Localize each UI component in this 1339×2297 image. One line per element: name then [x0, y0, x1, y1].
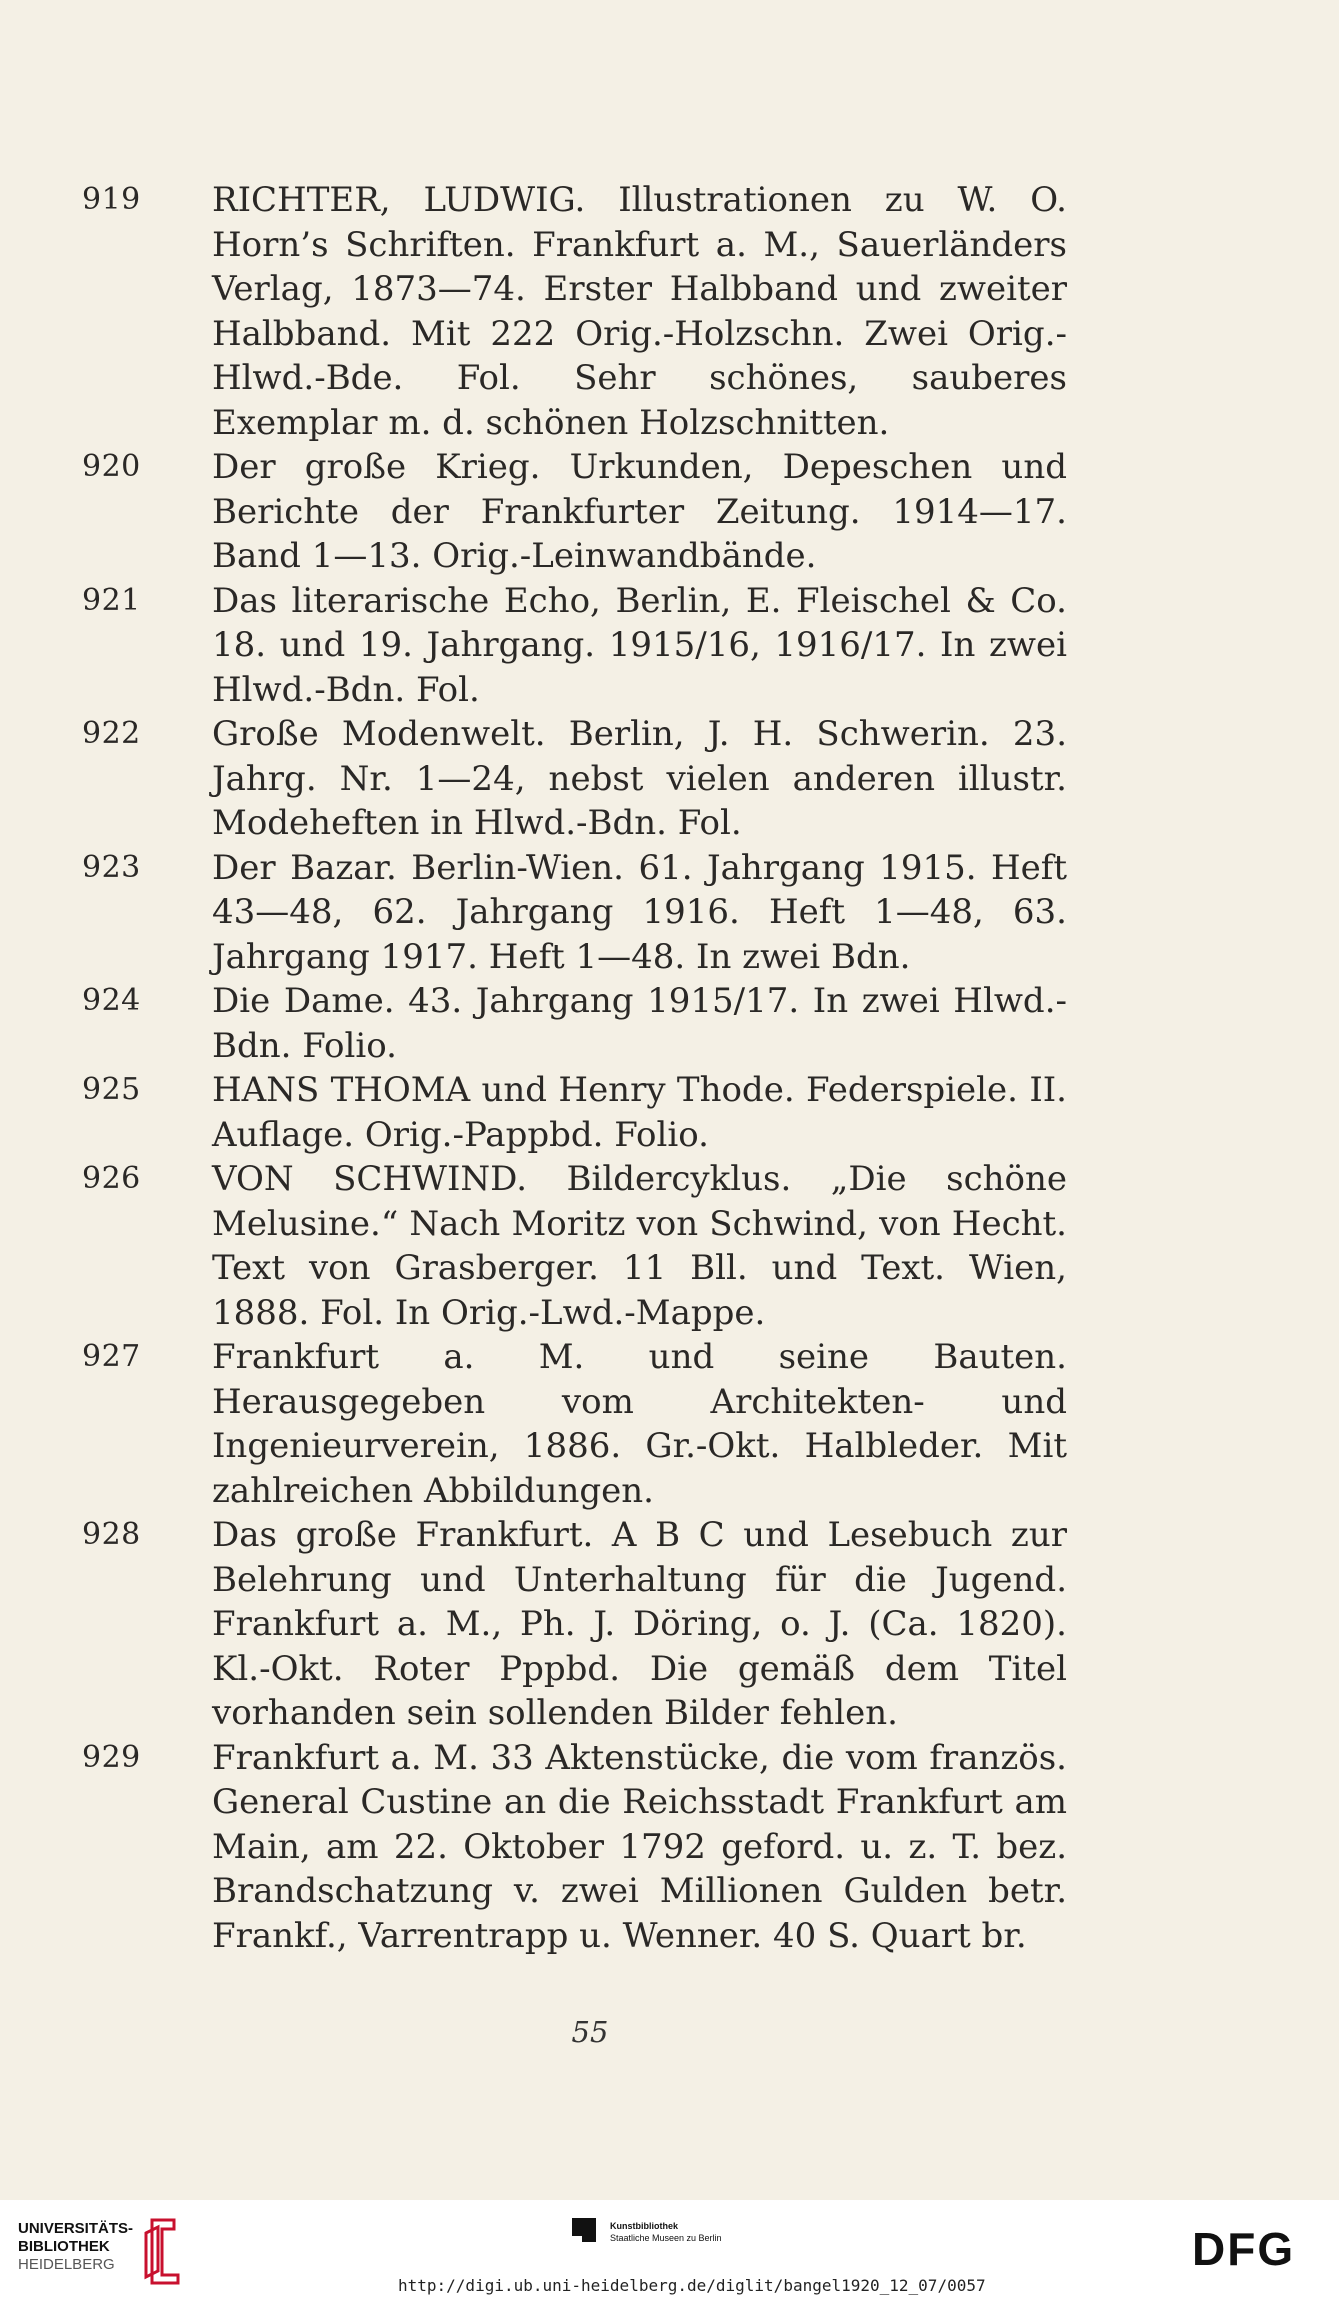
catalog-entry — [82, 979, 1067, 1068]
entry-number: 921 — [82, 582, 141, 618]
entry-number: 919 — [82, 182, 141, 217]
entry-text: Frankfurt a. M. und seine Bauten. Herausgegeben vom Architekten- und Ingenieurverein, 1886. Gr.-Okt. Halbleder. Mit zahlreichen Abbildungen. — [212, 1337, 1067, 1511]
university-line-2: BIBLIOTHEK — [18, 2238, 110, 2255]
university-line-3: HEIDELBERG — [18, 2256, 115, 2273]
catalog-entry — [82, 579, 1067, 713]
catalog-entry — [82, 1736, 1067, 1959]
catalog-entry — [82, 846, 1067, 980]
catalog-entry — [82, 1513, 1067, 1736]
digitization-footer — [0, 2200, 1339, 2297]
entry-text: RICHTER, LUDWIG. Illustrationen zu W. O. Horn’s Schriften. Frankfurt a. M., Sauerländers Verlag, 1873—74. Erster Halbband und zweiter Halbband. Mit 222 Orig.-Holzschn. Zwei Orig.-Hlwd.-Bde. Fol. Sehr schönes, sauberes Exemplar m. d. schönen Holzschnitten. — [212, 180, 1067, 443]
entry-number: 924 — [82, 983, 141, 1018]
kunstbibliothek-title: Kunstbibliothek — [610, 2221, 678, 2231]
entry-text: Große Modenwelt. Berlin, J. H. Schwerin. 23. Jahrg. Nr. 1—24, nebst vielen anderen illustr. Modeheften in Hlwd.-Bdn. Fol. — [212, 714, 1067, 843]
entry-text: VON SCHWIND. Bildercyklus. „Die schöne Melusine.“ Nach Moritz von Schwind, von Hecht. Text von Grasberger. 11 Bll. und Text. Wien, 1888. Fol. In Orig.-Lwd.-Mappe. — [212, 1159, 1067, 1333]
university-line-1: UNIVERSITÄTS- — [18, 2220, 134, 2237]
entry-number: 927 — [82, 1339, 141, 1374]
entry-number: 923 — [82, 849, 141, 885]
page-number: 55 — [571, 2015, 609, 2049]
entry-number: 929 — [82, 1739, 141, 1775]
catalog-entry — [82, 1335, 1067, 1513]
entry-text: Frankfurt a. M. 33 Aktenstücke, die vom französ. General Custine an die Reichsstadt Frankfurt am Main, am 22. Oktober 1792 geford. u. z. T. bez. Brandschatzung v. zwei Millionen Gulden betr. Frankf., Varrentrapp u. Wenner. 40 S. Quart br. — [212, 1737, 1067, 1956]
catalog-entries — [82, 178, 1067, 1958]
kunstbibliothek-logo-icon — [572, 2218, 602, 2258]
entry-text: Der Bazar. Berlin-Wien. 61. Jahrgang 1915. Heft 43—48, 62. Jahrgang 1916. Heft 1—48, 63. Jahrgang 1917. Heft 1—48. In zwei Bdn. — [212, 847, 1067, 977]
catalog-entry — [82, 1068, 1067, 1157]
entry-number: 922 — [82, 716, 141, 751]
museen-subtitle: Staatliche Museen zu Berlin — [610, 2233, 722, 2243]
university-library-label — [18, 2220, 133, 2274]
entry-number: 925 — [82, 1072, 141, 1107]
entry-text: HANS THOMA und Henry Thode. Federspiele. II. Auflage. Orig.-Pappbd. Folio. — [212, 1070, 1067, 1155]
catalog-entry — [82, 712, 1067, 846]
entry-text: Das große Frankfurt. A B C und Lesebuch zur Belehrung und Unterhaltung für die Jugend. Frankfurt a. M., Ph. J. Döring, o. J. (Ca. 1820). Kl.-Okt. Roter Pppbd. Die gemäß dem Titel vorhanden sein sollenden Bilder fehlen. — [212, 1515, 1067, 1733]
catalog-entry — [82, 178, 1067, 445]
catalog-entry — [82, 1157, 1067, 1335]
entry-text: Die Dame. 43. Jahrgang 1915/17. In zwei Hlwd.-Bdn. Folio. — [212, 981, 1067, 1066]
entry-text: Der große Krieg. Urkunden, Depeschen und Berichte der Frankfurter Zeitung. 1914—17. Band 1—13. Orig.-Leinwandbände. — [212, 447, 1067, 576]
entry-number: 926 — [82, 1161, 141, 1196]
entry-number: 928 — [82, 1517, 141, 1552]
entry-text: Das literarische Echo, Berlin, E. Fleischel & Co. 18. und 19. Jahrgang. 1915/16, 1916/17. In zwei Hlwd.-Bdn. Fol. — [212, 580, 1067, 710]
dfg-logo: DFG — [1192, 2223, 1296, 2275]
kunstbibliothek-label — [610, 2220, 722, 2244]
university-logo-icon — [138, 2215, 188, 2285]
entry-number: 920 — [82, 449, 141, 484]
permalink-url[interactable]: http://digi.ub.uni-heidelberg.de/diglit/bangel1920_12_07/0057 — [398, 2276, 986, 2295]
catalog-entry — [82, 445, 1067, 579]
